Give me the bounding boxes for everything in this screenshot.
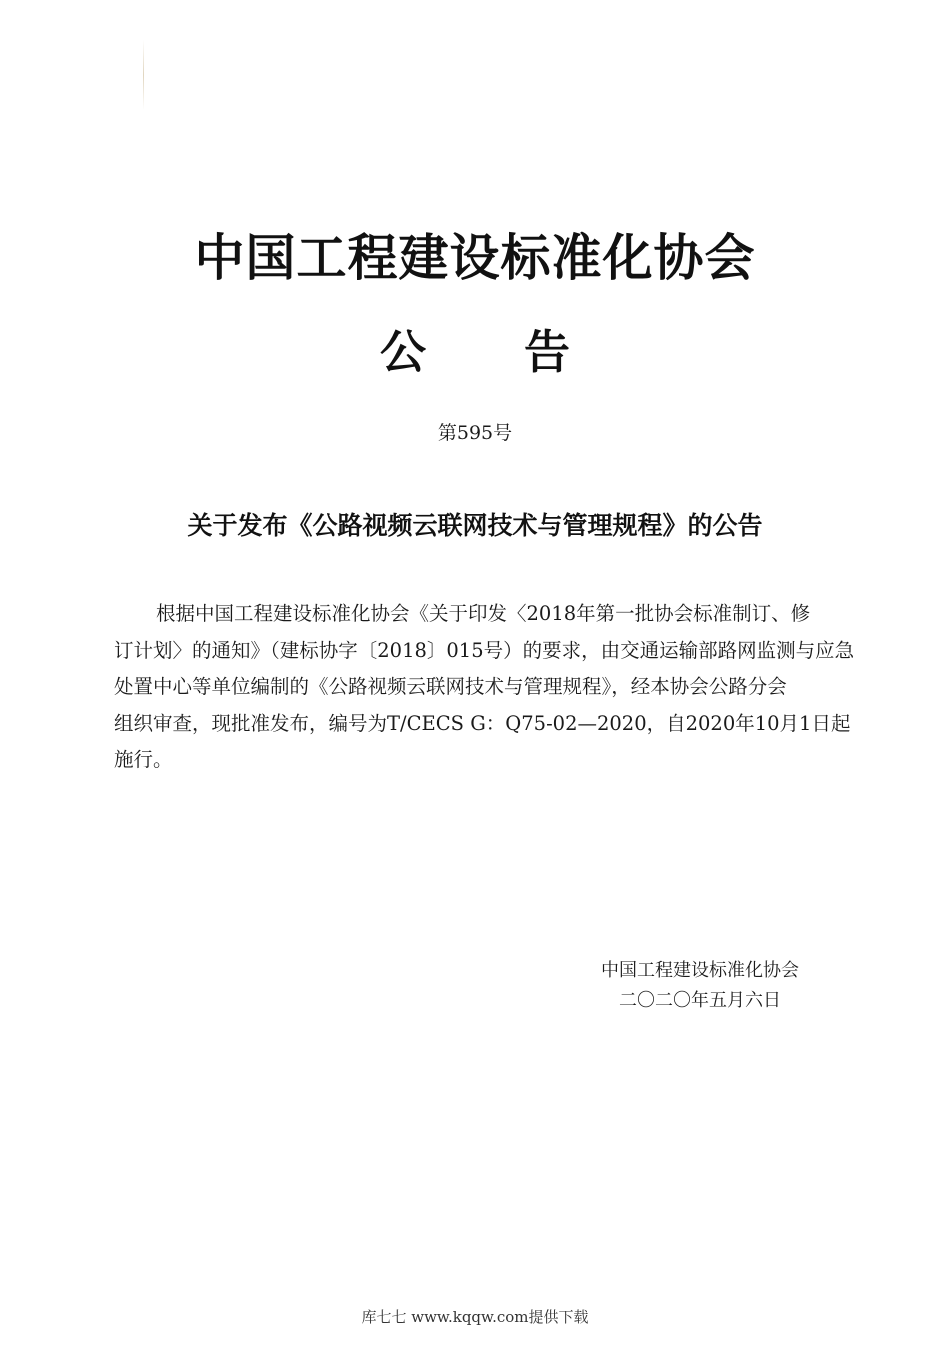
organization-title: 中国工程建设标准化协会 xyxy=(194,229,756,287)
notice-body xyxy=(114,596,855,779)
notice-title: 关于发布《公路视频云联网技术与管理规程》的公告 xyxy=(187,511,763,540)
body-line: 组织审查，现批准发布，编号为T/CECS G：Q75-02—2020，自2020年10月1日起 xyxy=(114,711,851,735)
body-line: 施行。 xyxy=(114,748,173,771)
signature-block xyxy=(560,956,840,1016)
document-type-heading xyxy=(0,322,950,382)
body-line: 订计划〉的通知》（建标协字〔2018〕015号）的要求，由交通运输部路网监测与应急 xyxy=(114,638,855,662)
download-source-footer: 库七七 www.kqqw.com提供下载 xyxy=(361,1308,589,1326)
scan-artifact-line xyxy=(143,40,144,110)
document-type-char-2: 告 xyxy=(524,325,570,379)
document-number: 第595号 xyxy=(437,422,513,444)
document-type-char-1: 公 xyxy=(380,325,426,379)
body-line: 根据中国工程建设标准化协会《关于印发〈2018年第一批协会标准制订、修 xyxy=(156,602,811,625)
body-line: 处置中心等单位编制的《公路视频云联网技术与管理规程》，经本协会公路分会 xyxy=(114,675,787,698)
signature-organization: 中国工程建设标准化协会 xyxy=(601,960,799,981)
signature-date: 二〇二〇年五月六日 xyxy=(619,990,781,1011)
